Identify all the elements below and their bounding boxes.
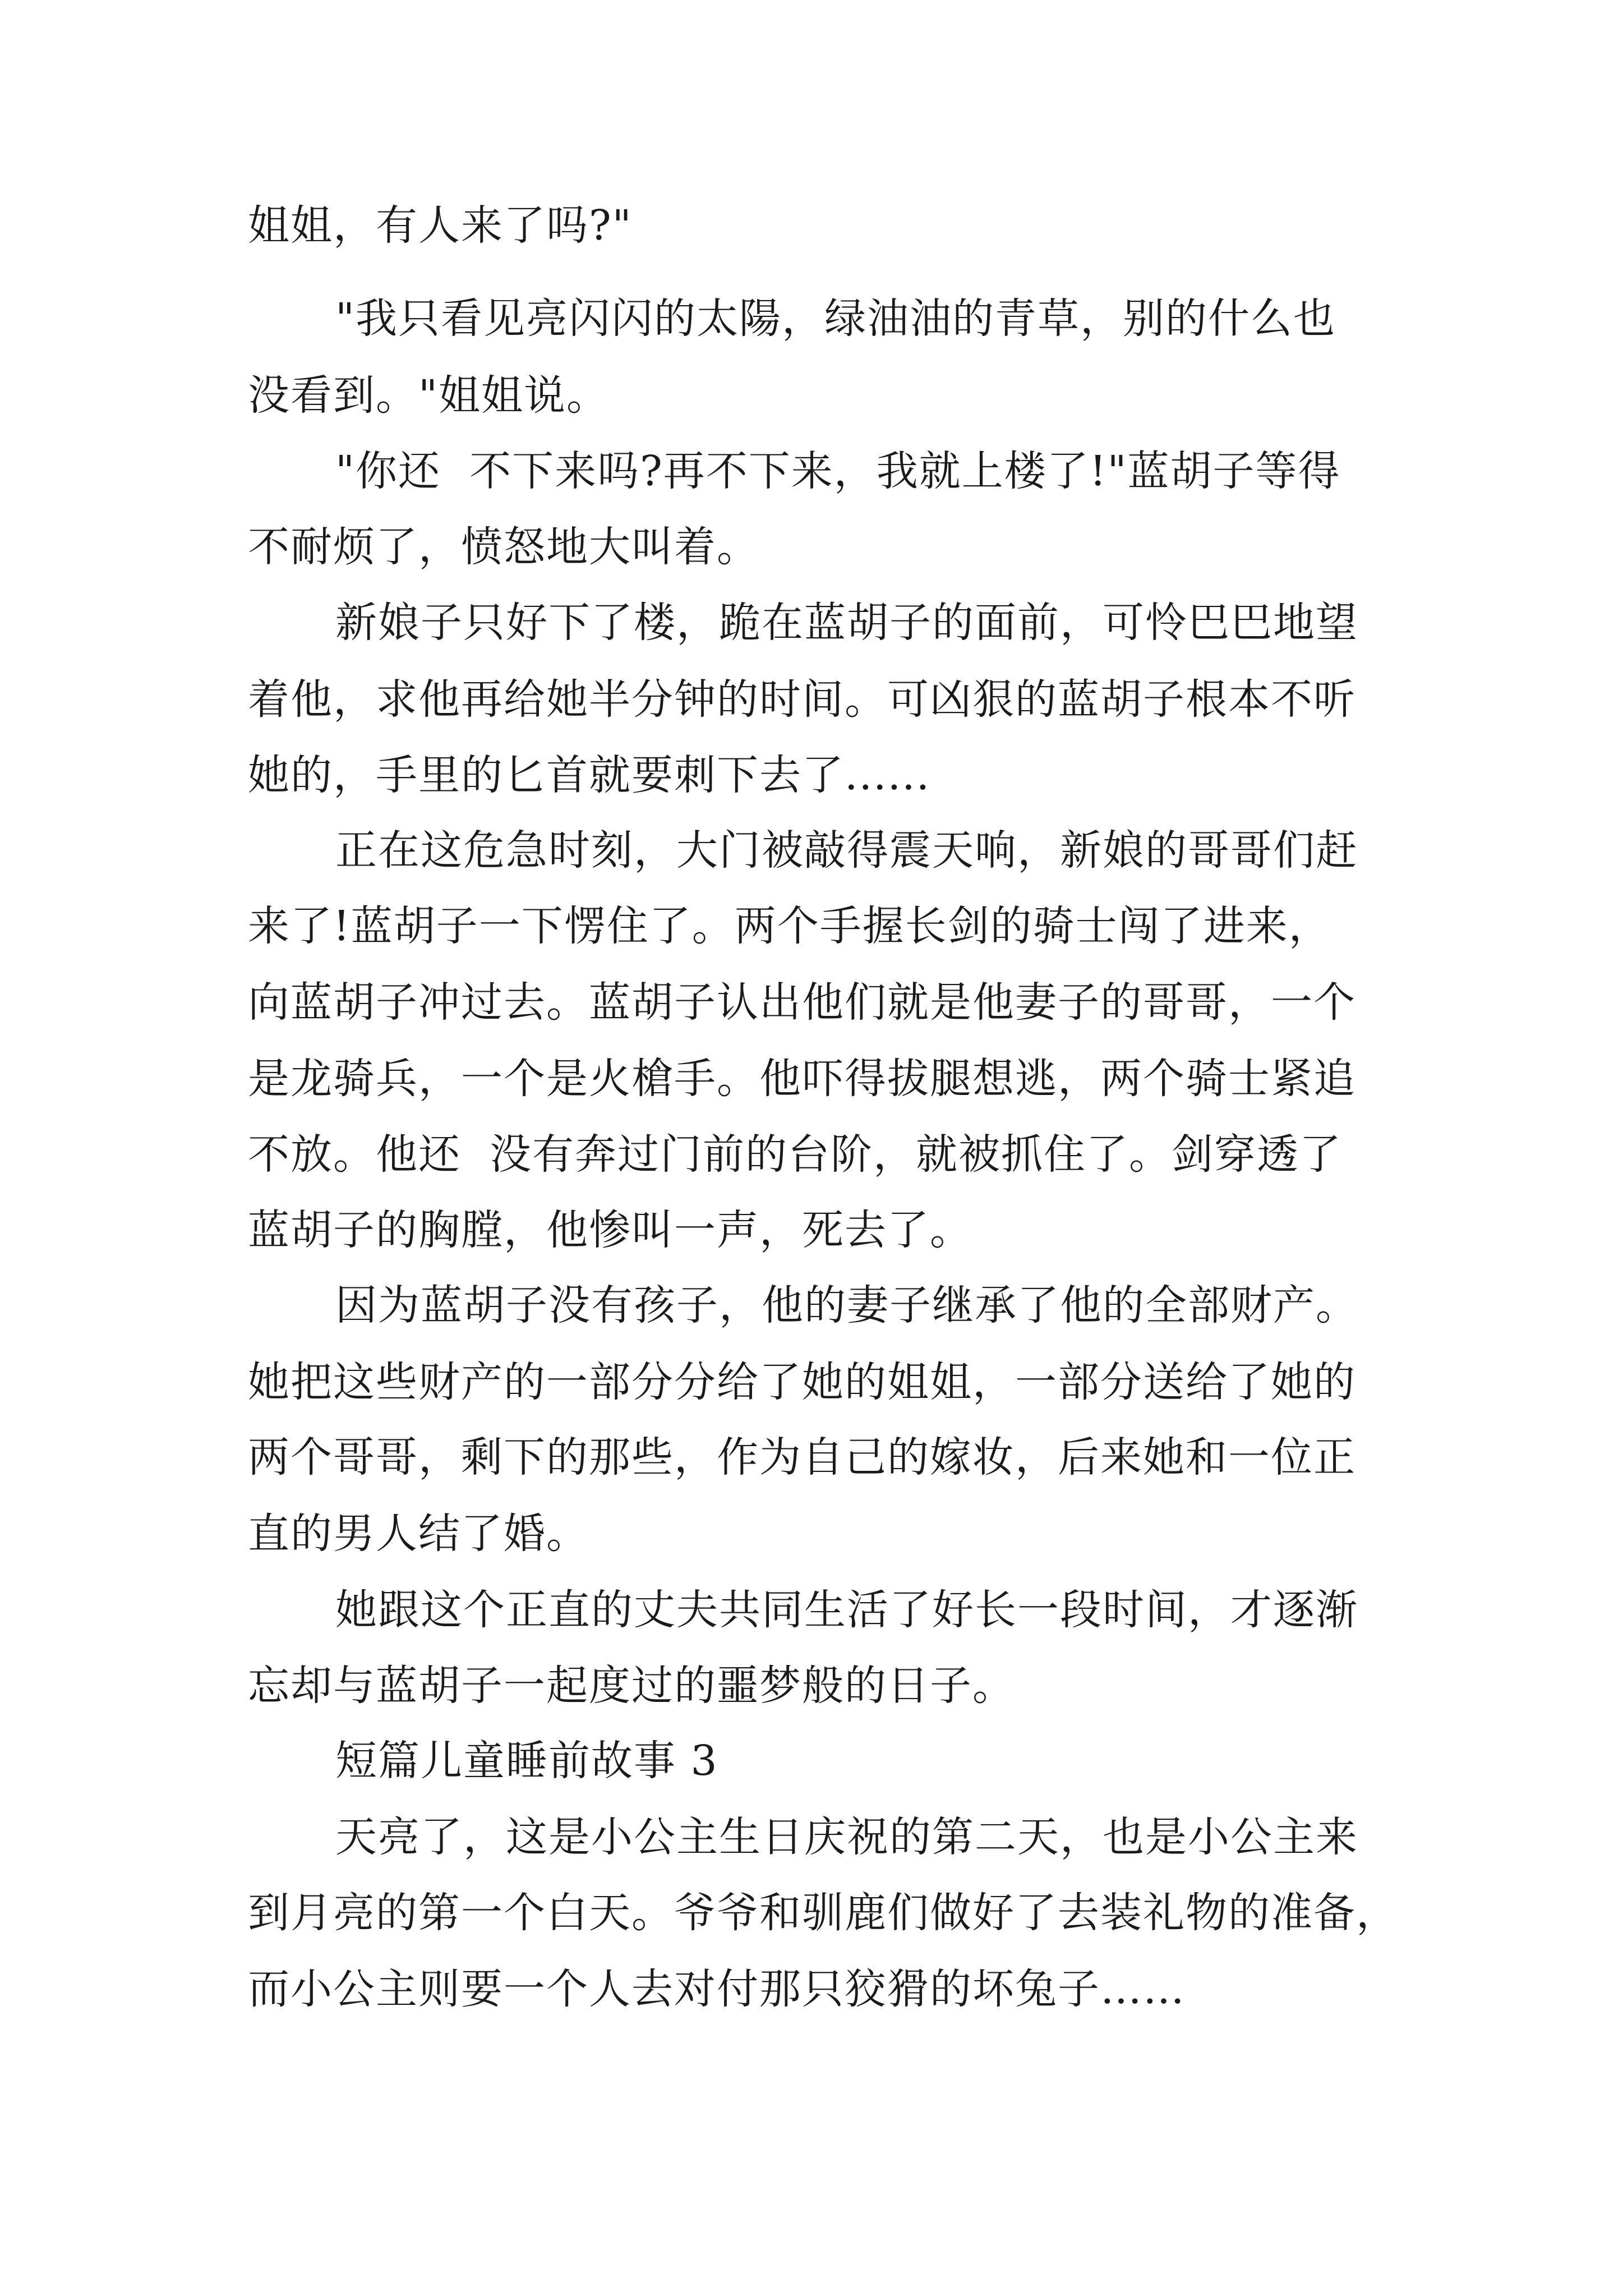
section-heading: 短篇儿童睡前故事 3 bbox=[335, 1737, 718, 1785]
text-line: 两个哥哥，剩下的那些，作为自己的嫁妆，后来她和一位正 bbox=[248, 1433, 1356, 1481]
text-line: 忘却与蓝胡子一起度过的噩梦般的日子。 bbox=[248, 1662, 1015, 1710]
text-line: 到月亮的第一个白天。爷爷和驯鹿们做好了去装礼物的准备， bbox=[248, 1889, 1399, 1937]
text-line: 蓝胡子的胸膛，他惨叫一声，死去了。 bbox=[248, 1206, 972, 1254]
text-line: 她把这些财产的一部分分给了她的姐姐，一部分送给了她的 bbox=[248, 1358, 1356, 1406]
text-line: 直的男人结了婚。 bbox=[248, 1510, 589, 1558]
text-line: 天亮了，这是小公主生日庆祝的第二天，也是小公主来 bbox=[335, 1813, 1358, 1861]
text-line: 而小公主则要一个人去对付那只狡猾的坏兔子…… bbox=[248, 1965, 1186, 2013]
text-line: 不放。他还 没有奔过门前的台阶，就被抓住了。剑穿透了 bbox=[248, 1130, 1343, 1179]
text-line: 来了!蓝胡子一下愣住了。两个手握长剑的骑士闯了进来， bbox=[248, 902, 1331, 950]
text-line: "你还 不下来吗?再不下来，我就上楼了!"蓝胡子等得 bbox=[335, 447, 1341, 495]
text-line: "我只看见亮闪闪的太陽，绿油油的青草，别的什么也 bbox=[335, 295, 1336, 343]
text-line: 不耐烦了，愤怒地大叫着。 bbox=[248, 523, 759, 571]
text-line: 新娘子只好下了楼，跪在蓝胡子的面前，可怜巴巴地望 bbox=[335, 599, 1358, 647]
text-line: 着他，求他再给她半分钟的时间。可凶狠的蓝胡子根本不听 bbox=[248, 675, 1356, 724]
text-line: 因为蓝胡子没有孩子，他的妻子继承了他的全部财产。 bbox=[335, 1281, 1358, 1329]
text-line: 她跟这个正直的丈夫共同生活了好长一段时间，才逐渐 bbox=[335, 1586, 1358, 1634]
text-line: 正在这危急时刻，大门被敲得震天响，新娘的哥哥们赶 bbox=[335, 826, 1358, 875]
text-line: 是龙骑兵，一个是火槍手。他吓得拔腿想逃，两个骑士紧追 bbox=[248, 1055, 1356, 1103]
text-line: 姐姐，有人来了吗?" bbox=[248, 201, 633, 250]
text-line: 向蓝胡子冲过去。蓝胡子认出他们就是他妻子的哥哥，一个 bbox=[248, 978, 1356, 1027]
text-line: 她的，手里的匕首就要刺下去了...... bbox=[248, 751, 931, 799]
text-line: 没看到。"姐姐说。 bbox=[248, 371, 610, 420]
